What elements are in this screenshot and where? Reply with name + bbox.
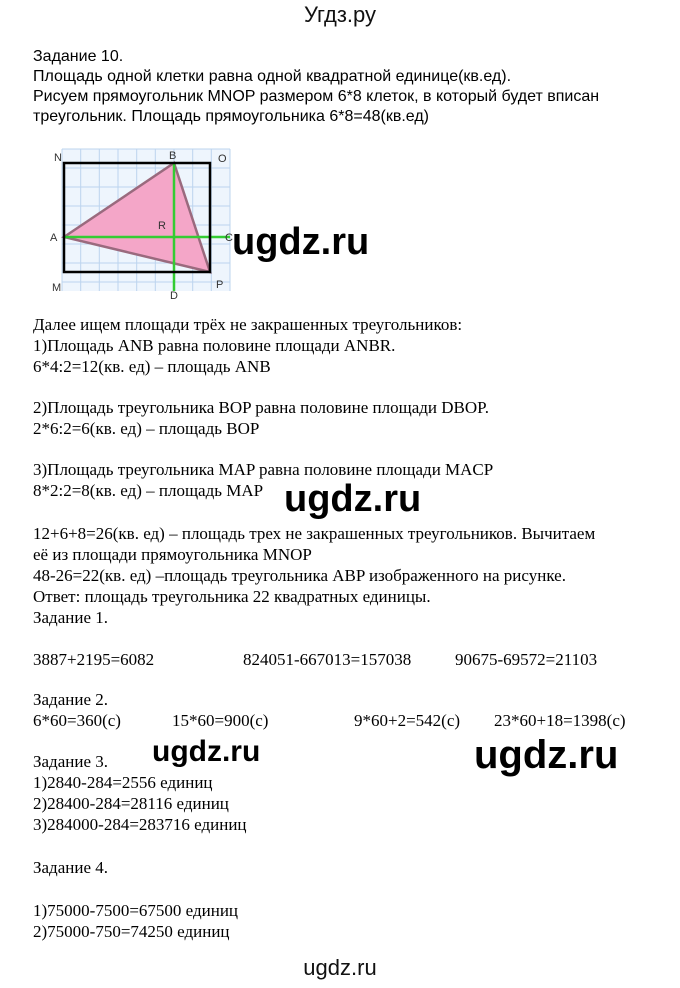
step3-a: 3)Площадь треугольника MAP равна половине площади MACP [33,460,494,479]
step2-b: 2*6:2=6(кв. ед) – площадь BOP [33,419,260,438]
task1-expr3: 90675-69572=21103 [455,650,598,669]
step1-a: 1)Площадь ANB равна половине площади ANBR. [33,336,396,355]
task10-line1: Площадь одной клетки равна одной квадратной единице(кв.ед). [33,68,512,85]
site-footer: ugdz.ru [303,955,377,980]
step1-b: 6*4:2=12(кв. ед) – площадь ANB [33,357,271,376]
watermark-1: ugdz.ru [232,221,370,263]
task3-line1: 1)2840-284=2556 единиц [33,773,213,792]
answer: Ответ: площадь треугольника 22 квадратных единицы. [33,587,431,606]
label-m: M [52,282,62,294]
task10-line4: Далее ищем площади трёх не закрашенных треугольников: [33,315,463,334]
step3-b: 8*2:2=8(кв. ед) – площадь MAP [33,481,264,500]
watermark-3: ugdz.ru [152,735,261,768]
label-n: N [54,152,62,164]
step5: 48-26=22(кв. ед) –площадь треугольника ABP изображенного на рисунке. [33,566,566,585]
watermark-4: ugdz.ru [474,733,619,777]
rectangle-triangle-figure [50,145,240,303]
step4-a: 12+6+8=26(кв. ед) – площадь трех не закрашенных треугольников. Вычитаем [33,524,596,543]
task1-title: Задание 1. [33,608,108,627]
task3-title: Задание 3. [33,752,108,771]
label-c: C [225,232,233,244]
step4-b: её из площади прямоугольника MNOP [33,545,312,564]
task3-line2: 2)28400-284=28116 единиц [33,794,229,813]
label-a: A [50,232,58,244]
label-p: P [216,279,224,291]
task10-line3: треугольник. Площадь прямоугольника 6*8=48(кв.ед) [33,108,429,125]
task1-expr2: 824051-667013=157038 [243,650,412,669]
task4-line1: 1)75000-7500=67500 единиц [33,901,239,920]
task2-expr1: 6*60=360(с) [33,711,121,730]
task2-title: Задание 2. [33,690,108,709]
label-r: R [158,220,166,232]
task10-line2: Рисуем прямоугольник MNOP размером 6*8 клеток, в который будет вписан [33,88,600,105]
task2-expr4: 23*60+18=1398(с) [494,711,626,730]
task3-line3: 3)284000-284=283716 единиц [33,815,247,834]
task10-title: Задание 10. [33,48,124,65]
label-d: D [170,290,178,302]
label-b: B [169,150,177,162]
task2-expr3: 9*60+2=542(с) [354,711,461,730]
task2-expr2: 15*60=900(с) [172,711,269,730]
watermark-2: ugdz.ru [284,478,422,520]
task4-line2: 2)75000-750=74250 единиц [33,922,230,941]
label-o: O [218,153,227,165]
site-header: Угдз.ру [303,2,377,27]
task1-expr1: 3887+2195=6082 [33,650,155,669]
task4-title: Задание 4. [33,858,108,877]
step2-a: 2)Площадь треугольника BOP равна половине площади DBOP. [33,398,489,417]
